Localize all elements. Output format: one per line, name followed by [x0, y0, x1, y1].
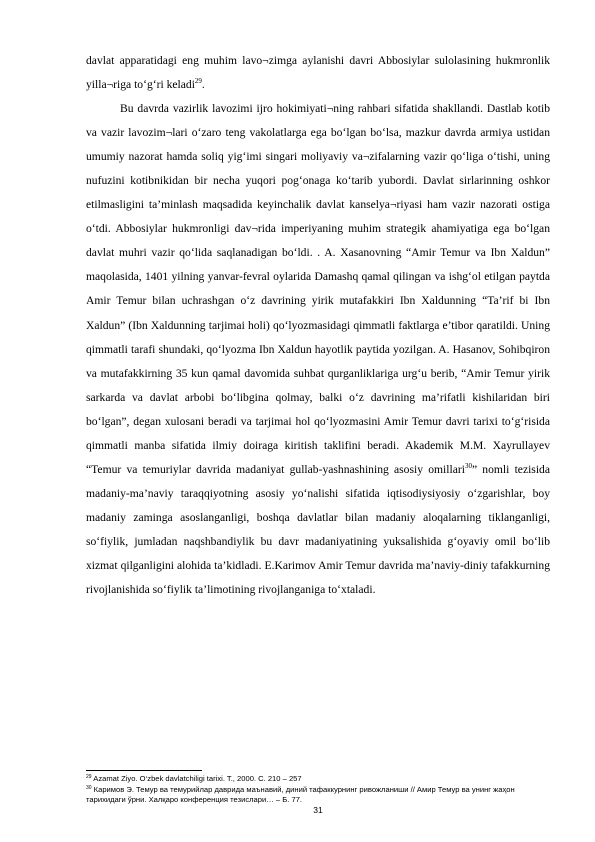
footnote-text: Каримов Э. Темур ва темурийлар даврида маънавий, диний тафаккурнинг ривожланиши // Амир Темур ва унинг жаҳон тарихидаги ўрни. Халқаро конференция тезислари… – Б. 77.	[86, 784, 515, 805]
footnote-separator	[86, 770, 202, 771]
footnote-29	[86, 774, 550, 785]
paragraph-2-text-b: ” nomli tezisida madaniy-ma’naviy taraqqiyotning asosiy yo‘nalishi sifatida iqtisodiysiyosiy o‘zgarishlar, boy madaniy zaminga asoslanganligi, boshqa davlatlar bilan madaniy aloqalarning tiklanganligi, so‘fiylik, jumladan naqshbandiylik bu davr madaniyatining yuksalishida g‘oyaviy omil bo‘lib xizmat qilganligini alohida ta’kidladi. E.Karimov Amir Temur davrida ma’naviy-diniy tafakkurning rivojlanishida so‘fiylik ta’limotining rivojlanganiga to‘xtaladi.	[86, 462, 550, 597]
paragraph-2-text-a: Bu davrda vazirlik lavozimi ijro hokimiyati¬ning rahbari sifatida shakllandi. Dastlab kotib va vazir lavozim¬lari o‘zaro teng vakolatlarga ega bo‘lgan bo‘lsa, mazkur davrda armiya ustidan umumiy nazorat hamda soliq yig‘imi singari moliyaviy va¬zifalarning vazir qo‘liga o‘tishi, uning nufuzini kotibnikidan bir necha yuqori pog‘onaga ko‘tarib yubordi. Davlat sirlarinning oshkor etilmasligini ta’minlash maqsadida keyinchalik davlat kanselya¬riyasi ham vazir nazorati ostiga o‘tdi. Abbosiylar hukmronligi dav¬rida imperiyaning muhim strategik ahamiyatiga ega bo‘lgan davlat muhri vazir qo‘lida saqlanadigan bo‘ldi. . A. Xasanovning “Amir Temur va Ibn Xaldun” maqolasida, 1401 yilning yanvar-fevral oylarida Damashq qamal qilingan va ishg‘ol etilgan paytda Amir Temur bilan uchrashgan o‘z davrining yirik mutafakkiri Ibn Xaldunning “Ta’rif bi Ibn Xaldun” (Ibn Xaldunning tarjimai holi) qo‘lyozmasidagi qimmatli faktlarga e’tibor qaratildi. Uning qimmatli tarafi shundaki, qo‘lyozma Ibn Xaldun hayotlik paytida yozilgan. A. Hasanov, Sohibqiron va mutafakkirning 35 kun qamal davomida suhbat qurganliklariga urg‘u berib, “Amir Temur yirik sarkarda va davlat arbobi bo‘libgina qolmay, balki o‘z davrining ma’rifatli kishilaridan biri bo‘lgan”, degan xulosani beradi va tarjimai hol qo‘lyozmasini Amir Temur davri tarixi to‘g‘risida qimmatli manba sifatida ilmiy doiraga kiritish taklifini beradi. Akademik M.M. Xayrullayev “Temur va temuriylar davrida madaniyat gullab-yashnashining asosiy omillari	[86, 102, 550, 476]
paragraph-1-end: .	[201, 78, 205, 92]
footnote-number: 29	[86, 774, 92, 780]
paragraph-1	[86, 49, 550, 97]
footnotes	[86, 774, 550, 806]
paragraph-2	[86, 97, 550, 602]
footnote-text: Azamat Ziyo. O‘zbek davlatchiligi tarixi. T., 2000. C. 210 – 257	[91, 774, 302, 783]
footnote-30	[86, 785, 550, 806]
body-text	[86, 49, 550, 602]
paragraph-1-text: davlat apparatidagi eng muhim lavo¬zimga aylanishi davri Abbosiylar sulolasining hukmronlik yilla¬riga to‘g‘ri keladi	[86, 54, 550, 92]
footnote-ref-29: 29	[194, 77, 202, 86]
page-number: 31	[313, 805, 323, 815]
footnote-ref-30: 30	[464, 461, 472, 470]
footnote-number: 30	[86, 784, 92, 791]
